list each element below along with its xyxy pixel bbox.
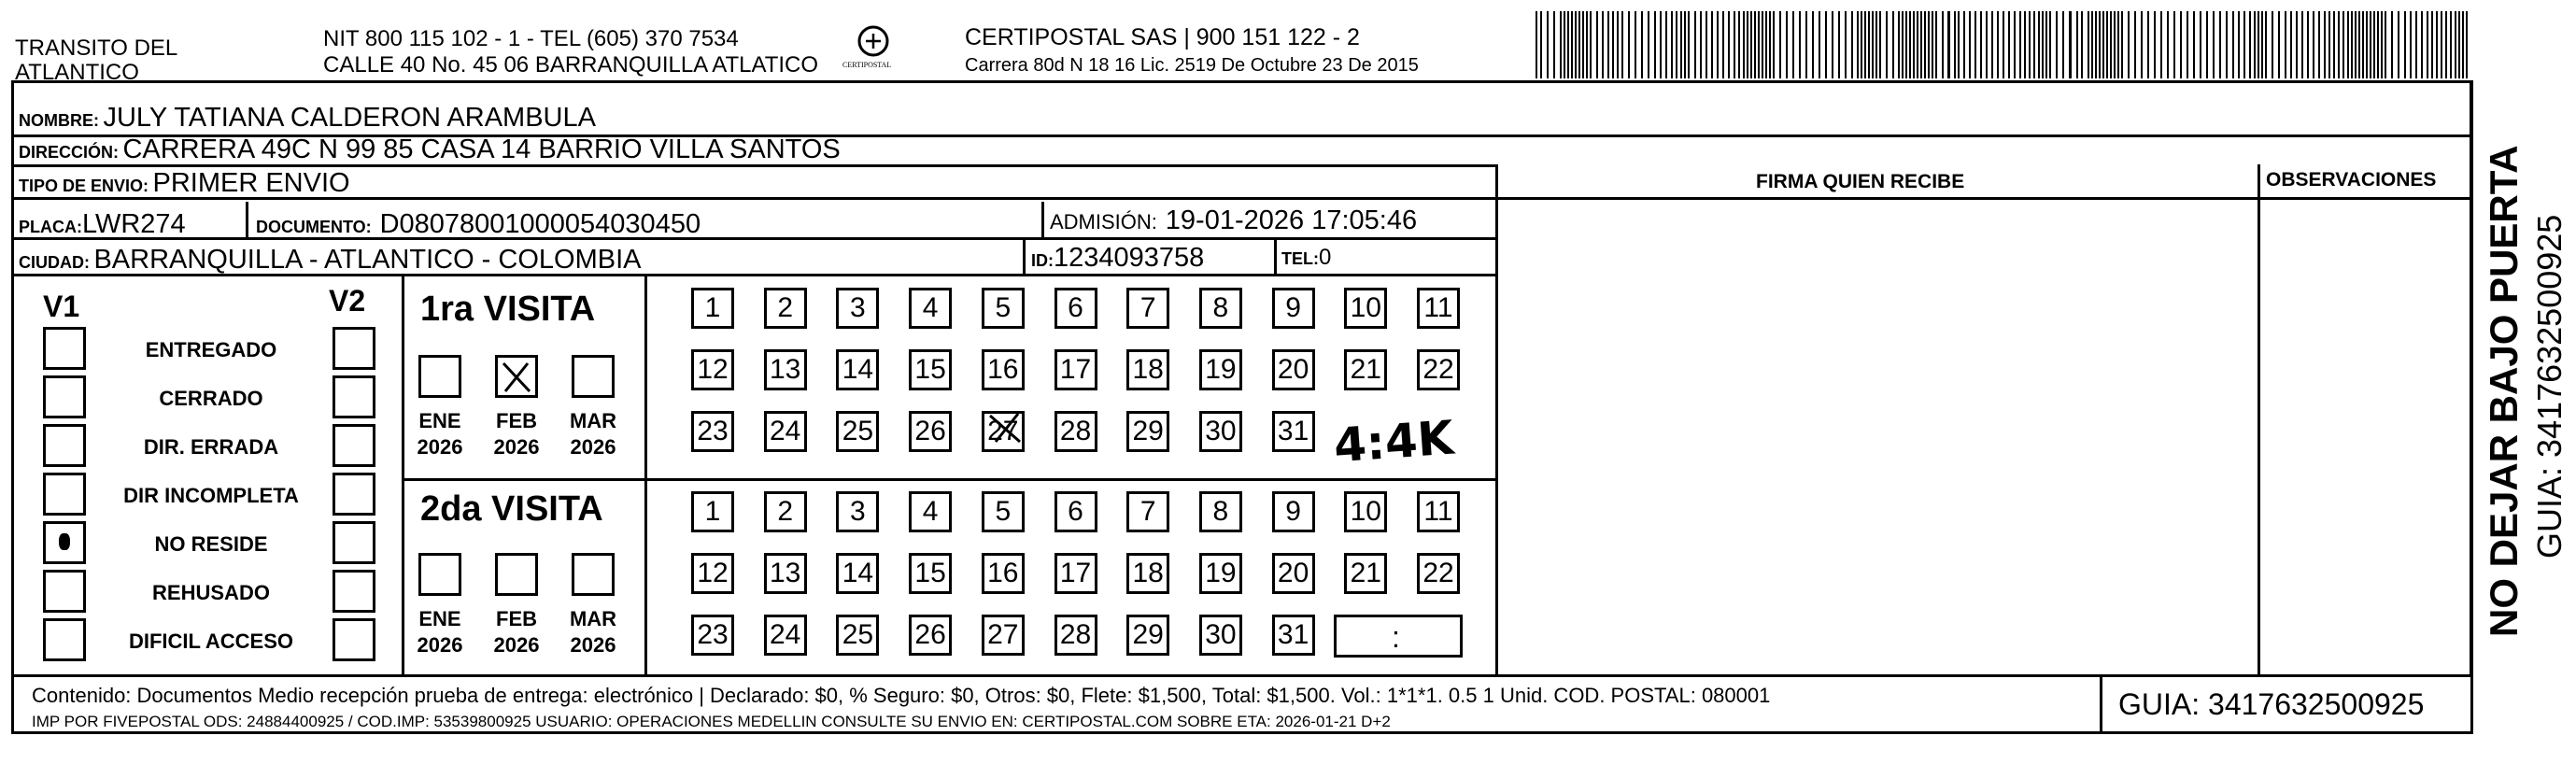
- v2-checkbox[interactable]: [333, 327, 375, 370]
- contenido-line: Contenido: Documentos Medio recepción prueba de entrega: electrónico | Declarado: $0, % Seguro: $0, Otros: $0, Flete: $1,500, Total: $1,500. Vol.: 1*1*1. 0.5 1 Unid. COD. POSTAL: 080001: [32, 684, 1771, 707]
- tel-field: TEL:0: [1281, 245, 1332, 270]
- first-visit-day[interactable]: 8: [1199, 288, 1242, 329]
- first-visit-day[interactable]: 20: [1272, 349, 1315, 390]
- second-visit-day[interactable]: 8: [1199, 491, 1242, 532]
- month-checkbox[interactable]: [418, 553, 461, 596]
- second-visit-day[interactable]: 17: [1054, 553, 1097, 594]
- second-visit-day[interactable]: 10: [1344, 491, 1387, 532]
- placa-field: PLACA:LWR274: [19, 209, 186, 239]
- first-visit-title: 1ra VISITA: [420, 290, 596, 329]
- first-visit-day[interactable]: 21: [1344, 349, 1387, 390]
- second-visit-day[interactable]: 5: [982, 491, 1025, 532]
- second-visit-day[interactable]: 12: [691, 553, 734, 594]
- handwritten-time: 4:4K: [1332, 410, 1456, 474]
- v1-checkbox[interactable]: [43, 521, 86, 564]
- second-visit-day[interactable]: 28: [1054, 615, 1097, 656]
- v1-header: V1: [43, 290, 80, 323]
- first-visit-day[interactable]: 17: [1054, 349, 1097, 390]
- first-visit-day[interactable]: 18: [1126, 349, 1169, 390]
- firma-header: FIRMA QUIEN RECIBE: [1756, 171, 1965, 192]
- documento-field: DOCUMENTO: D080780010000540304​50: [256, 209, 701, 239]
- status-label: DIFICIL ACCESO: [128, 630, 293, 653]
- barcode: [1536, 11, 2471, 78]
- status-label: NO RESIDE: [154, 532, 268, 556]
- first-visit-day[interactable]: 12: [691, 349, 734, 390]
- first-visit-day[interactable]: 4: [909, 288, 952, 329]
- second-visit-day[interactable]: 13: [764, 553, 807, 594]
- nit-line-2: CALLE 40 No. 45 06 BARRANQUILLA ATLATICO: [323, 52, 819, 78]
- month-label: FEB: [496, 409, 537, 432]
- year-label: 2026: [570, 435, 616, 459]
- first-visit-day[interactable]: 15: [909, 349, 952, 390]
- imp-line: IMP POR FIVEPOSTAL ODS: 24884400925 / COD.IMP: 53539800925 USUARIO: OPERACIONES MEDELLIN CONSULTE SU ENVIO EN: CERTIPOSTAL.COM SOBRE ETA: 2026-01-21 D+2: [32, 713, 1391, 730]
- second-visit-day[interactable]: 11: [1417, 491, 1460, 532]
- certipostal-logo: CERTIPOSTAL: [842, 24, 904, 77]
- first-visit-day[interactable]: 1: [691, 288, 734, 329]
- month-label: ENE: [418, 607, 461, 630]
- second-visit-day[interactable]: 3: [836, 491, 879, 532]
- form-frame: [11, 80, 2473, 734]
- month-checkbox[interactable]: [495, 355, 538, 398]
- status-label: CERRADO: [159, 387, 263, 410]
- year-label: 2026: [493, 633, 540, 657]
- v2-checkbox[interactable]: [333, 473, 375, 516]
- second-visit-day[interactable]: 25: [836, 615, 879, 656]
- second-visit-day[interactable]: 21: [1344, 553, 1387, 594]
- sender-line-1: TRANSITO DEL: [15, 35, 178, 61]
- status-label: DIR. ERRADA: [143, 435, 279, 459]
- first-visit-day[interactable]: 16: [982, 349, 1025, 390]
- first-visit-day[interactable]: 29: [1126, 411, 1169, 452]
- tipo-envio-row: TIPO DE ENVIO: PRIMER ENVIO: [19, 168, 350, 198]
- first-visit-day[interactable]: 27: [982, 411, 1025, 452]
- v1-checkbox[interactable]: [43, 570, 86, 613]
- year-label: 2026: [493, 435, 540, 459]
- second-visit-day[interactable]: 19: [1199, 553, 1242, 594]
- second-visit-day[interactable]: 7: [1126, 491, 1169, 532]
- first-visit-day[interactable]: 28: [1054, 411, 1097, 452]
- first-visit-day[interactable]: 22: [1417, 349, 1460, 390]
- second-visit-day[interactable]: 23: [691, 615, 734, 656]
- v1-checkbox[interactable]: [43, 618, 86, 661]
- first-visit-day[interactable]: 24: [764, 411, 807, 452]
- first-visit-day[interactable]: 14: [836, 349, 879, 390]
- second-visit-day[interactable]: 6: [1054, 491, 1097, 532]
- second-visit-day[interactable]: 1: [691, 491, 734, 532]
- side-guia: GUIA: 3417632500925: [2530, 214, 2569, 559]
- first-visit-day[interactable]: 2: [764, 288, 807, 329]
- admision-field: ADMISIÓN: 19-01-2026 17:05:46: [1050, 205, 1418, 235]
- second-visit-day[interactable]: 9: [1272, 491, 1315, 532]
- second-visit-day[interactable]: 27: [982, 615, 1025, 656]
- second-visit-day[interactable]: 15: [909, 553, 952, 594]
- first-visit-day[interactable]: 3: [836, 288, 879, 329]
- second-visit-time-placeholder: :: [1392, 620, 1400, 654]
- first-visit-day[interactable]: 23: [691, 411, 734, 452]
- month-label: FEB: [496, 607, 537, 630]
- month-label: MAR: [569, 607, 617, 630]
- v2-checkbox[interactable]: [333, 618, 375, 661]
- second-visit-day[interactable]: 29: [1126, 615, 1169, 656]
- second-visit-day[interactable]: 18: [1126, 553, 1169, 594]
- month-label: ENE: [418, 409, 461, 432]
- x-mark-icon: [498, 358, 535, 395]
- v1-checkbox[interactable]: [43, 424, 86, 467]
- first-visit-day[interactable]: 31: [1272, 411, 1315, 452]
- first-visit-day[interactable]: 10: [1344, 288, 1387, 329]
- nit-line-1: NIT 800 115 102 - 1 - TEL (605) 370 7534: [323, 26, 739, 51]
- sender-line-2: ATLANTICO: [15, 60, 139, 85]
- company-line-2: Carrera 80d N 18 16 Lic. 2519 De Octubre 23 De 2015: [965, 55, 1419, 76]
- v1-checkbox[interactable]: [43, 473, 86, 516]
- second-visit-day[interactable]: 24: [764, 615, 807, 656]
- v2-checkbox[interactable]: [333, 424, 375, 467]
- v1-mark: [59, 533, 70, 550]
- company-line-1: CERTIPOSTAL SAS | 900 151 122 - 2: [965, 24, 1360, 50]
- first-visit-day[interactable]: 7: [1126, 288, 1169, 329]
- first-visit-day[interactable]: 13: [764, 349, 807, 390]
- first-visit-day[interactable]: 5: [982, 288, 1025, 329]
- year-label: 2026: [570, 633, 616, 657]
- v2-header: V2: [329, 284, 366, 318]
- direccion-row: DIRECCIÓN: CARRERA 49C N 99 85 CASA 14 BARRIO VILLA SANTOS: [19, 134, 841, 164]
- second-visit-day[interactable]: 30: [1199, 615, 1242, 656]
- nombre-row: NOMBRE: JULY TATIANA CALDERON ARAMBULA: [19, 103, 596, 133]
- second-visit-day[interactable]: 2: [764, 491, 807, 532]
- second-visit-title: 2da VISITA: [420, 489, 603, 529]
- ciudad-field: CIUDAD: BARRANQUILLA - ATLANTICO - COLOMBIA: [19, 245, 642, 275]
- second-visit-day[interactable]: 16: [982, 553, 1025, 594]
- status-label: REHUSADO: [152, 581, 270, 604]
- year-label: 2026: [417, 435, 463, 459]
- first-visit-day[interactable]: 6: [1054, 288, 1097, 329]
- first-visit-day[interactable]: 11: [1417, 288, 1460, 329]
- status-label: DIR INCOMPLETA: [123, 484, 299, 507]
- x-mark-icon: [984, 410, 1027, 451]
- month-checkbox[interactable]: [572, 553, 615, 596]
- guia-box: GUIA: 3417632500925: [2118, 687, 2425, 721]
- second-visit-day[interactable]: 20: [1272, 553, 1315, 594]
- status-label: ENTREGADO: [145, 338, 277, 361]
- first-visit-day[interactable]: 25: [836, 411, 879, 452]
- month-checkbox[interactable]: [418, 355, 461, 398]
- second-visit-day[interactable]: 22: [1417, 553, 1460, 594]
- second-visit-day[interactable]: 31: [1272, 615, 1315, 656]
- no-dejar-bajo-puerta: NO DEJAR BAJO PUERTA: [2482, 145, 2526, 637]
- second-visit-day[interactable]: 26: [909, 615, 952, 656]
- observaciones-header: OBSERVACIONES: [2266, 169, 2437, 191]
- first-visit-day[interactable]: 19: [1199, 349, 1242, 390]
- first-visit-day[interactable]: 26: [909, 411, 952, 452]
- year-label: 2026: [417, 633, 463, 657]
- month-label: MAR: [569, 409, 617, 432]
- v1-checkbox[interactable]: [43, 375, 86, 418]
- month-checkbox[interactable]: [495, 553, 538, 596]
- second-visit-day[interactable]: 14: [836, 553, 879, 594]
- v1-checkbox[interactable]: [43, 327, 86, 370]
- v2-checkbox[interactable]: [333, 375, 375, 418]
- id-field: ID:1234093758: [1031, 243, 1205, 273]
- first-visit-day[interactable]: 9: [1272, 288, 1315, 329]
- first-visit-day[interactable]: 30: [1199, 411, 1242, 452]
- month-checkbox[interactable]: [572, 355, 615, 398]
- v2-checkbox[interactable]: [333, 521, 375, 564]
- v2-checkbox[interactable]: [333, 570, 375, 613]
- second-visit-day[interactable]: 4: [909, 491, 952, 532]
